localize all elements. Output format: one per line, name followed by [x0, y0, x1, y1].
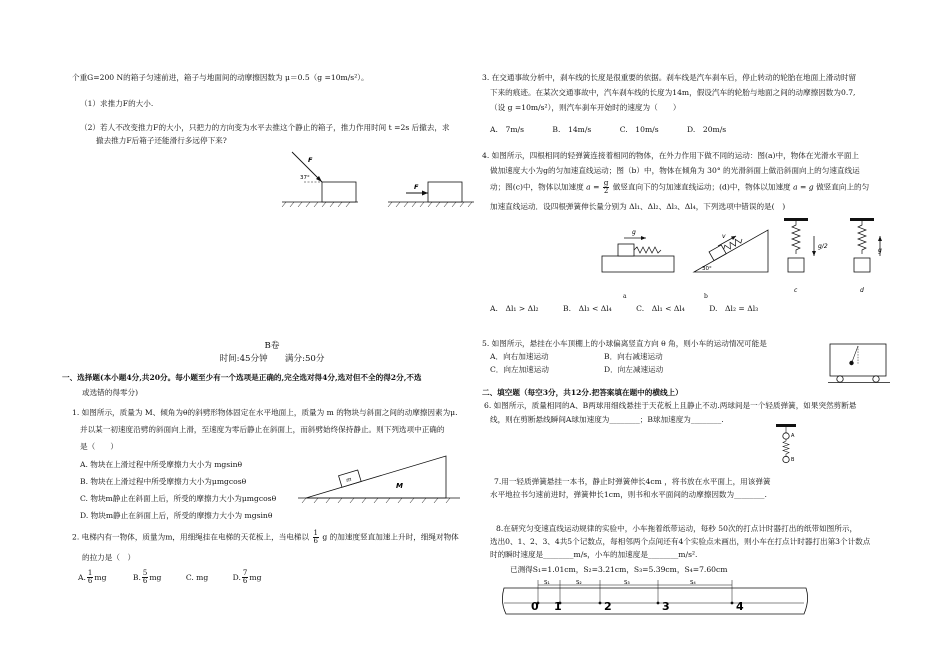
cart-figure: [828, 342, 892, 386]
q4-stem-d: 加速直线运动．设四根弹簧伸长量分别为 Δl₁、Δl₂、Δl₃、Δl₄，下列选项中错误的是( ): [490, 202, 786, 211]
tape-n3: 3: [662, 600, 670, 613]
q5-option-c: C．向左加速运动: [490, 365, 549, 374]
time-score: 时间:45分钟 满分:50分: [219, 354, 325, 364]
q5-option-a: A．向右加速运动: [490, 352, 549, 361]
q2-option-d: D. $\frac{7}{6}$ mg: [232, 569, 262, 585]
ball-a-label: A: [791, 433, 795, 439]
q7-stem-b: 水平地拉书匀速前进时，弹簧伸长1cm，则书和水平面间的动摩擦因数为________.: [490, 490, 767, 499]
incline-figure: [296, 452, 464, 504]
q2-stem-a: 2. 电梯内有一物体，质量为m，用细绳挂在电梯的天花板上，当电梯以 $\frac{1}{6}$ g 的加速度竖直加速上升时，细绳对物体: [72, 529, 459, 545]
q8-stem-b: 选出0、1、2、3、4共5个记数点，每相邻两个点间还有4个实验点未画出，则小车在打点计时器打出第3个计数点: [490, 537, 871, 546]
q5-option-d: D．向左减速运动: [604, 365, 664, 374]
q5-option-b: B．向右减速运动: [604, 352, 663, 361]
q3-options: [490, 124, 726, 136]
q3-option-b: B. 14m/s: [552, 125, 592, 134]
tape-n4: 4: [736, 600, 744, 613]
q2-options: [78, 570, 261, 585]
tape-s2: S₂: [576, 580, 582, 586]
block-m-label: m: [345, 476, 353, 485]
fig-a-g-label: g: [632, 229, 636, 236]
tape-n1: 1: [554, 600, 562, 613]
q4-mark-b: b: [704, 293, 708, 300]
q3-stem-a: 3. 在交通事故分析中，刹车线的长度是很重要的依据。刹车线是汽车刹车后，停止转动的轮胎在地面上滑动时留: [482, 73, 857, 82]
q7-stem-a: 7.用一轻质弹簧悬挂一本书，静止时弹簧伸长4cm ，将书放在水平面上，用该弹簧: [494, 477, 771, 486]
fig-c-g-label: g/2: [818, 243, 828, 250]
force-label: F: [308, 156, 313, 164]
angle-label: 37°: [300, 175, 310, 181]
tape-s4: S₄: [690, 580, 696, 586]
fill-header: 二、填空题（每空3分，共12分.把答案填在题中的横线上）: [482, 388, 683, 397]
q4-stem-a: 4. 如图所示，四根相同的轻弹簧连接着相同的物体，在外力作用下做不同的运动：图(a)中，物体在光滑水平面上: [482, 151, 860, 160]
q2-stem-c: 的拉力是（ ）: [82, 553, 136, 562]
q4-fraction: $\frac{g}{2}$: [603, 179, 609, 195]
tape-n2: 2: [604, 600, 612, 613]
q2-option-a: A. $\frac{1}{6}$ mg: [78, 569, 107, 585]
q4-options: [490, 303, 758, 315]
ball-b-label: B: [791, 457, 795, 463]
q1-option-c: C. 物块m静止在斜面上后，所受的摩擦力大小为μmgcosθ: [80, 494, 277, 503]
tape-s1: S₁: [544, 580, 550, 586]
push-box-figure: [278, 148, 478, 212]
q8-stem-a: 8.在研究匀变速直线运动规律的实验中，小车拖着纸带运动，每秒 50次的打点计时器打出的纸带如图所示，: [496, 524, 858, 533]
q3-option-a: A. 7m/s: [490, 125, 524, 134]
balls-spring-figure: [772, 424, 802, 470]
mc-header-2: 或选错的得零分): [82, 388, 139, 397]
paper-tape-figure: [498, 576, 818, 642]
q6-stem-a: 6. 如图所示，质量相同的A、B两球用细线悬挂于天花板上且静止不动.两球间是一个轻质弹簧，如果突然剪断悬: [484, 401, 857, 410]
fig-b-v-label: v: [722, 233, 726, 240]
fig-c-label: c: [794, 287, 798, 294]
q-top-part2a: （2）若人不改变推力F的大小，只把力的方向变为水平去推这个静止的箱子，推力作用时间 t =2s 后撤去，求: [80, 123, 450, 132]
q3-option-d: D. 20m/s: [687, 125, 727, 134]
q3-option-c: C. 10m/s: [619, 125, 659, 134]
q4-option-b: B. Δl₃ < Δl₄: [563, 304, 612, 313]
q4-stem-b: 做加速度大小为g的匀加速直线运动；图（b）中，物体在倾角为 30° 的光滑斜面上做沿斜面向上的匀速直线运: [490, 166, 860, 175]
mc-header: 一、选择题(本小题4分,共20分。每小题至少有一个选项是正确的,完全选对得4分,选对但不全的得2分,不选: [62, 373, 422, 382]
q6-stem-b: 线，则在剪断悬线瞬间A球加速度为________；B球加速度为________.: [490, 415, 724, 424]
q3-stem-c: （设 g =10m/s²），则汽车刹车开始时的速度为（ ）: [490, 103, 681, 112]
q4-option-c: C. Δl₁ < Δl₄: [636, 304, 685, 313]
fig-d-g-label: g: [878, 247, 882, 254]
fig-b-angle-label: 30°: [702, 266, 712, 272]
q8-measurements: 已测得S₁=1.01cm，S₂=3.21cm，S₃=5.39cm，S₄=7.60cm: [510, 565, 728, 574]
q-top-part1: （1）求推力F的大小.: [80, 99, 154, 108]
tape-n0: 0: [531, 600, 539, 613]
q1-stem-c: 是（ ）: [80, 442, 118, 451]
q2-fraction: $\frac{1}{6}$: [313, 529, 318, 545]
q2-option-c: C. mg: [185, 572, 209, 582]
q3-stem-b: 下来的痕迹。在某次交通事故中，汽车刹车线的长度为14m，假设汽车的轮胎与地面之间的动摩擦因数为0.7,: [490, 88, 856, 97]
q4-mark-a: a: [623, 293, 627, 300]
wedge-M-label: M: [396, 482, 403, 490]
q-top-intro: 个重G=200 N的箱子匀速前进，箱子与地面间的动摩擦因数为 μ＝0.5（g =10m/s²）。: [72, 73, 369, 82]
q1-option-a: A. 物块在上滑过程中所受摩擦力大小为 mgsinθ: [80, 460, 243, 469]
q1-option-b: B. 物块在上滑过程中所受摩擦力大小为μmgcosθ: [80, 477, 247, 486]
q4-option-d: D. Δl₂ = Δl₃: [709, 304, 759, 313]
q4-stem-c: 动；图(c)中，物体以加速度 a = $\frac{g}{2}$ 做竖直向下的匀加速直线运动；(d)中，物体以加速度 a = g 做竖直向上的匀: [490, 179, 870, 195]
q2-option-b: B. $\frac{5}{6}$ mg: [132, 569, 162, 585]
q4-option-a: A. Δl₁ > Δl₂: [490, 304, 539, 313]
q1-stem-a: 1. 如图所示，质量为 M、倾角为θ的斜劈形物体固定在水平地面上，质量为 m 的物块与斜面之间的动摩擦因素为μ.: [72, 408, 458, 417]
tape-s3: S₃: [624, 580, 630, 586]
q1-stem-b: 并以某一初速度沿劈的斜面向上滑，至速度为零后静止在斜面上，而斜劈始终保持静止。则下列选项中正确的: [80, 425, 445, 434]
q-top-part2b: 撤去推力F后箱子还能滑行多远停下来?: [96, 136, 227, 145]
force-label-2: F: [414, 183, 419, 191]
q1-option-d: D. 物块m静止在斜面上后，所受的摩擦力大小为 mgsinθ: [80, 511, 273, 520]
fig-d-label: d: [860, 287, 864, 294]
section-b-title: B卷: [264, 341, 280, 351]
q8-stem-c: 时的瞬时速度是________m/s，小车的加速度是________m/s².: [490, 550, 698, 559]
springs-figure: [598, 212, 888, 304]
q5-stem: 5. 如图所示，悬挂在小车顶棚上的小球偏离竖直方向 θ 角，则小车的运动情况可能是: [482, 339, 767, 348]
